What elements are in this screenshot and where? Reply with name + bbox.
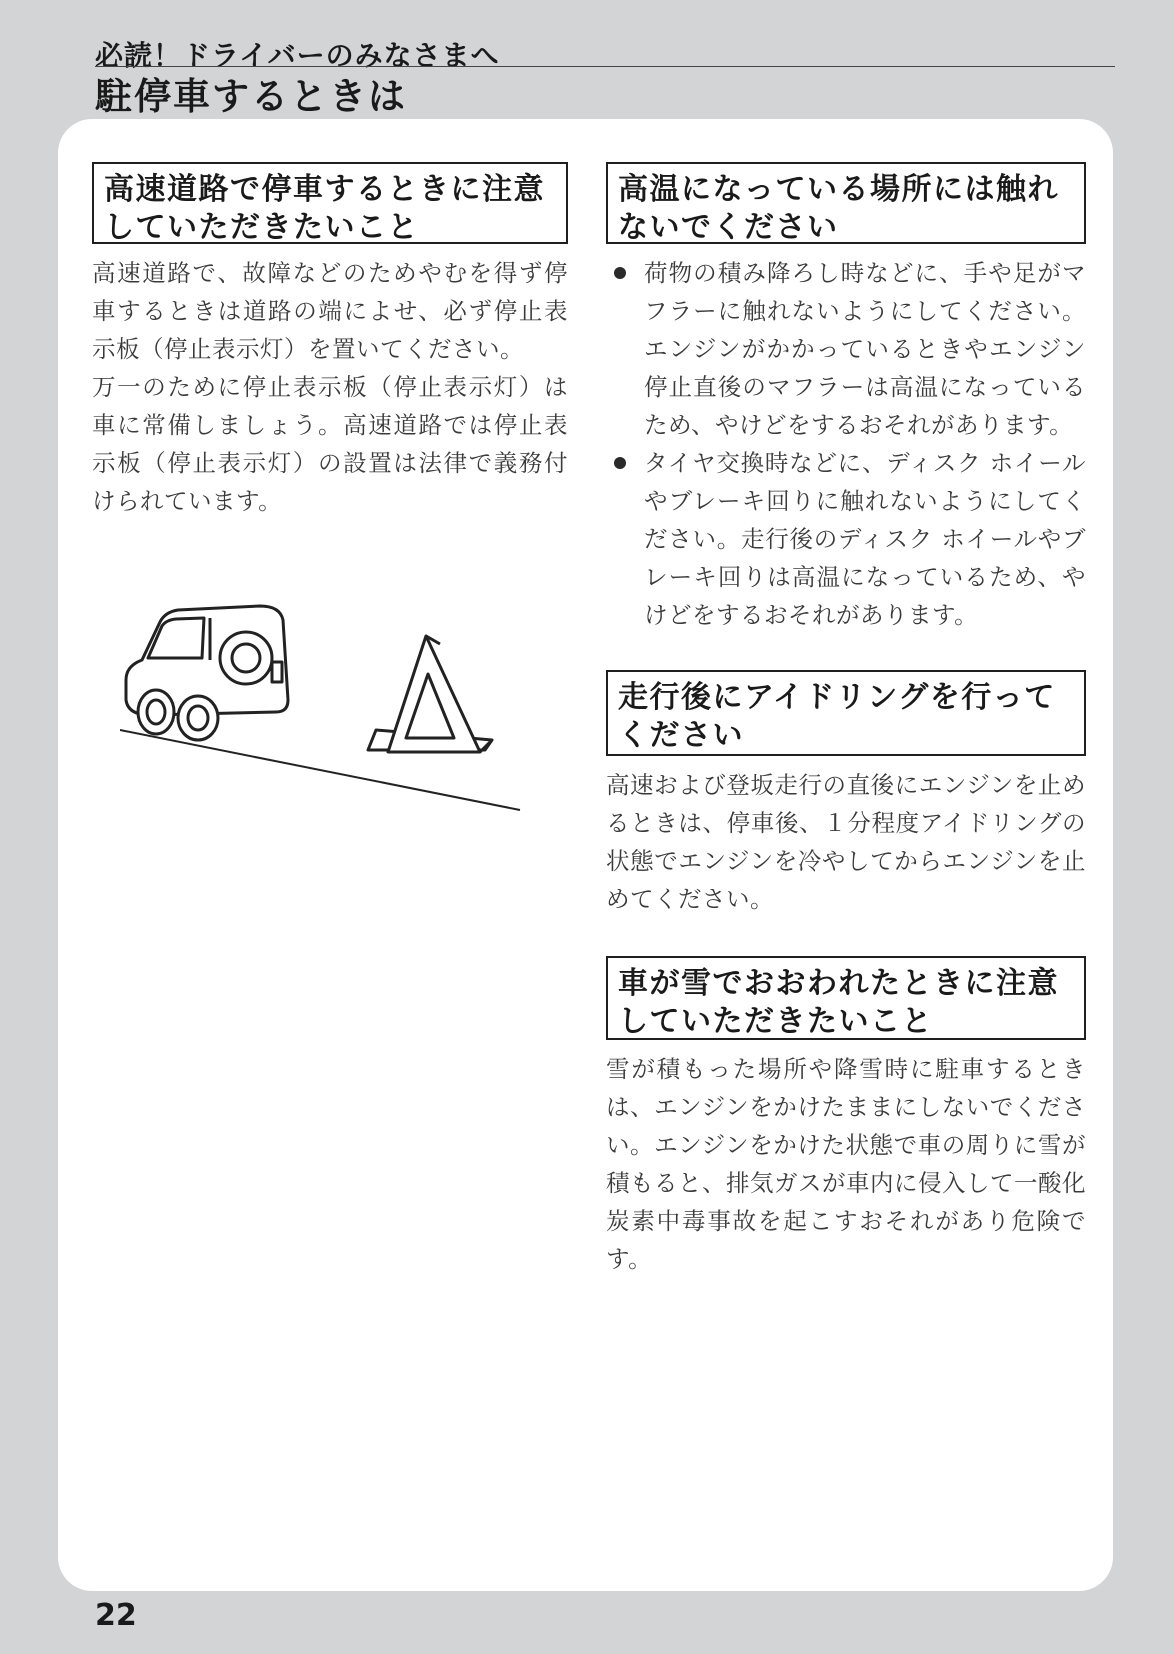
left-column [92, 162, 568, 520]
section-heading-snow: 車が雪でおおわれたときに注意していただきたいこと [606, 956, 1086, 1040]
section-body-highway-stop [92, 254, 568, 520]
car-with-warning-triangle-icon [120, 600, 540, 820]
bullet-icon [614, 457, 626, 469]
page-header [0, 0, 1173, 120]
header-subtitle: 必読！ドライバーのみなさまへ [95, 39, 500, 72]
paragraph: 高速道路で、故障などのためやむを得ず停車するときは道路の端によせ、必ず停止表示板（停止表示灯）を置いてください。 [92, 259, 568, 363]
section-heading-hot-parts: 高温になっている場所には触れないでください [606, 162, 1086, 244]
page-number: 22 [95, 1598, 137, 1633]
right-column [606, 162, 1086, 1278]
section-heading-highway-stop: 高速道路で停車するときに注意していただきたいこと [92, 162, 568, 244]
list-item [606, 444, 1086, 634]
section-body-idling: 高速および登坂走行の直後にエンジンを止めるときは、停車後、１分程度アイドリングの状態でエンジンを冷やしてからエンジンを止めてください。 [606, 771, 1086, 913]
paragraph: 万一のために停止表示板（停止表示灯）は車に常備しましょう。高速道路では停止表示板（停止表示灯）の設置は法律で義務付けられています。 [92, 373, 568, 515]
bullet-text: タイヤ交換時などに、ディスク ホイールやブレーキ回りに触れないようにしてください。走行後のディスク ホイールやブレーキ回りは高温になっているため、やけどをするおそれがあります。 [644, 449, 1086, 629]
bullet-icon [614, 267, 626, 279]
section-body-snow: 雪が積もった場所や降雪時に駐車するときは、エンジンをかけたままにしないでください。エンジンをかけた状態で車の周りに雪が積もると、排気ガスが車内に侵入して一酸化炭素中毒事故を起こすおそれがあり危険です。 [606, 1055, 1086, 1273]
list-item [606, 254, 1086, 444]
bullet-text: 荷物の積み降ろし時などに、手や足がマフラーに触れないようにしてください。エンジンがかかっているときやエンジン停止直後のマフラーは高温になっているため、やけどをするおそれがあります。 [644, 259, 1086, 439]
page-title: 駐停車するときは [95, 75, 407, 118]
section-heading-idling: 走行後にアイドリングを行ってください [606, 670, 1086, 756]
bullet-list [606, 254, 1086, 634]
